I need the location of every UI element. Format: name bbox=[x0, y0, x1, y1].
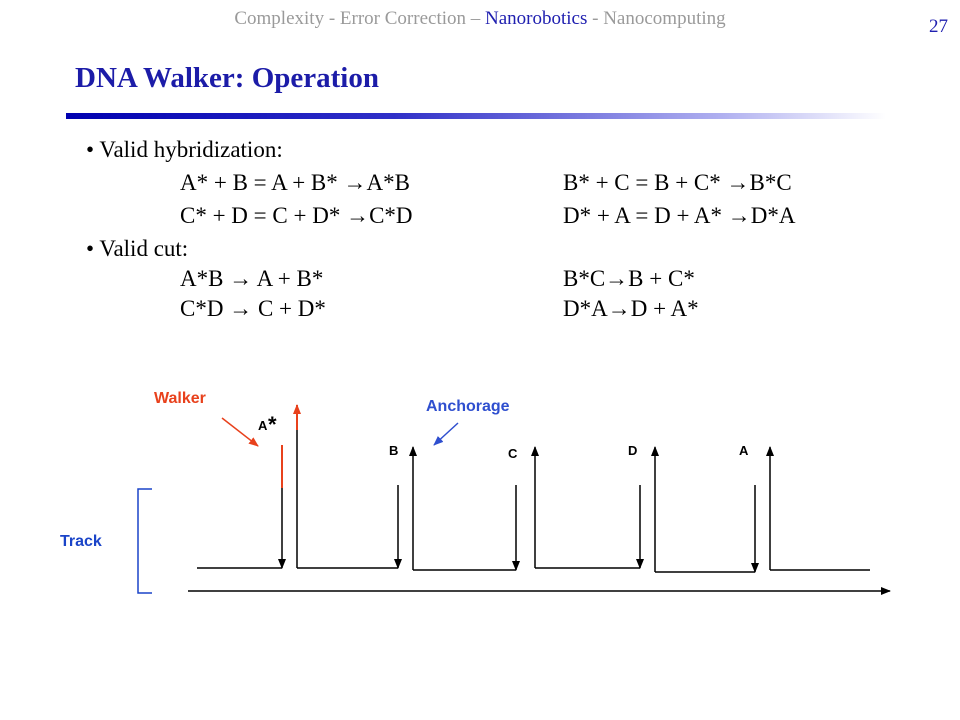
anchor-b-label: B bbox=[389, 443, 399, 458]
anchor-a-label: A bbox=[739, 443, 749, 458]
walker-pointer-arrow bbox=[222, 418, 258, 446]
walker-star-label: * bbox=[268, 412, 277, 437]
anchor-d-label: D bbox=[628, 443, 638, 458]
header-highlight: Nanorobotics bbox=[485, 8, 588, 29]
walker-strand-label: A bbox=[258, 418, 268, 433]
cut-right-1: B*C→B + C* bbox=[563, 266, 695, 291]
track-label: Track bbox=[60, 533, 102, 550]
header-prefix: Complexity - Error Correction – bbox=[234, 8, 485, 29]
hybridization-heading: • Valid hybridization: bbox=[86, 137, 283, 163]
hyb-left-1: A* + B = A + B* →A*B bbox=[180, 170, 410, 195]
hyb-right-2: D* + A = D + A* →D*A bbox=[563, 203, 796, 228]
anchor-c-label: C bbox=[508, 446, 518, 461]
anchorage-label: Anchorage bbox=[426, 398, 510, 415]
anchorage-a-strand bbox=[655, 447, 870, 572]
header-suffix: - Nanocomputing bbox=[587, 8, 726, 29]
anchorage-pointer-arrow bbox=[434, 423, 458, 445]
anchorage-c-strand bbox=[413, 447, 535, 570]
cut-left-1: A*B → A + B* bbox=[180, 266, 324, 291]
page-number: 27 bbox=[929, 16, 948, 37]
hyb-right-1: B* + C = B + C* →B*C bbox=[563, 170, 792, 195]
walker-label: Walker bbox=[154, 390, 206, 407]
track-bracket bbox=[138, 489, 152, 593]
cut-heading: • Valid cut: bbox=[86, 236, 188, 262]
anchorage-d-strand bbox=[535, 447, 655, 572]
anchorage-b-strand bbox=[297, 447, 413, 570]
cut-left-2: C*D → C + D* bbox=[180, 296, 326, 321]
cut-right-2: D*A→D + A* bbox=[563, 296, 699, 321]
slide-title: DNA Walker: Operation bbox=[75, 62, 379, 94]
walker-strand bbox=[197, 445, 282, 568]
hyb-left-2: C* + D = C + D* →C*D bbox=[180, 203, 413, 228]
